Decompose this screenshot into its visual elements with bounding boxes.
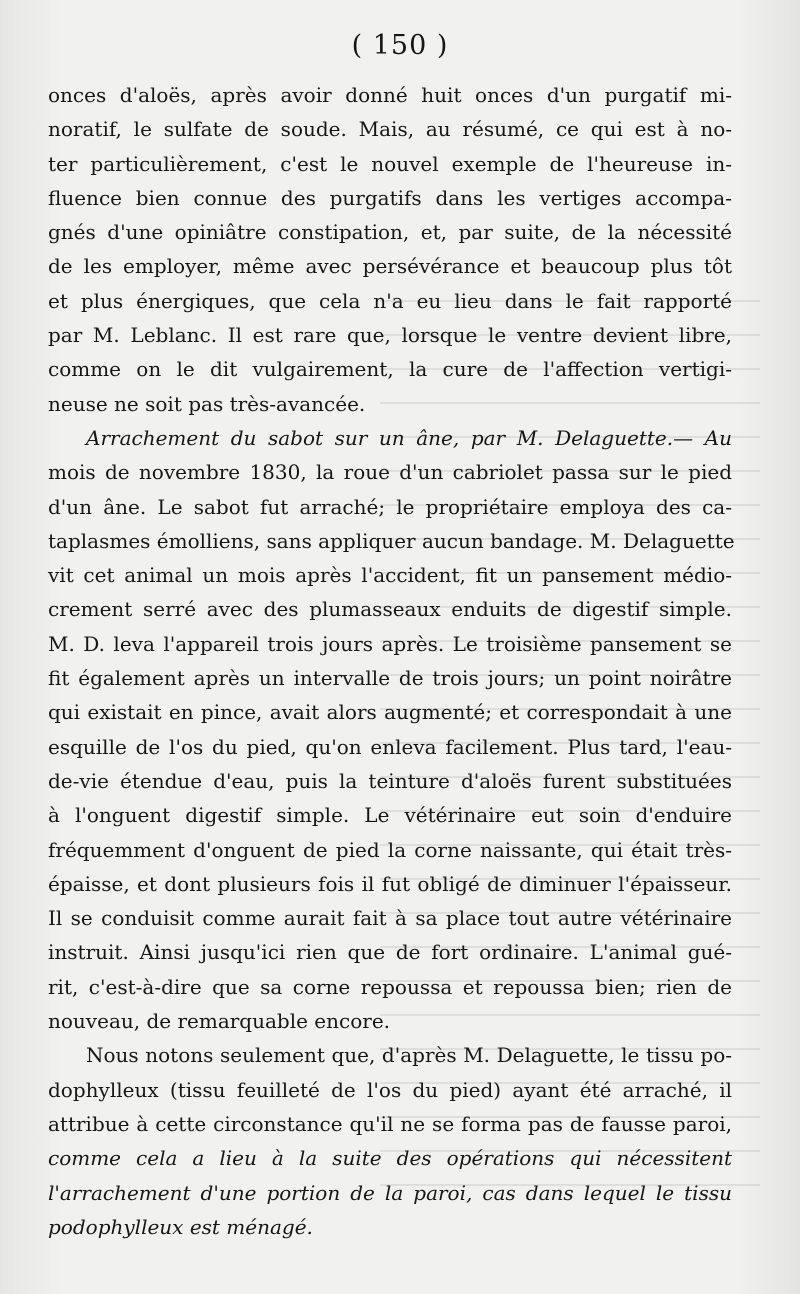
text-line: Il se conduisit comme aurait fait à sa place tout autre vétérinaire bbox=[48, 906, 732, 931]
text-line: Nous notons seulement que, d'après M. Delaguette, le tissu po- bbox=[86, 1043, 732, 1068]
text-line: podophylleux est ménagé. bbox=[48, 1214, 313, 1239]
text-line: taplasmes émolliens, sans appliquer aucun bandage. M. Delaguette bbox=[48, 528, 735, 553]
text-line: noratif, le sulfate de soude. Mais, au résumé, ce qui est à no- bbox=[48, 117, 732, 142]
text-line: à l'onguent digestif simple. Le vétérinaire eut soin d'enduire bbox=[48, 803, 732, 828]
text-line: mois de novembre 1830, la roue d'un cabriolet passa sur le pied bbox=[48, 460, 732, 485]
text-line: l'arrachement d'une portion de la paroi, cas dans lequel le tissu bbox=[48, 1180, 732, 1205]
text-line: gnés d'une opiniâtre constipation, et, par suite, de la nécessité bbox=[48, 220, 732, 245]
text-line: fréquemment d'onguent de pied la corne naissante, qui était très- bbox=[48, 837, 732, 862]
text-line: attribue à cette circonstance qu'il ne se forma pas de fausse paroi, bbox=[48, 1111, 732, 1136]
text-line: neuse ne soit pas très-avancée. bbox=[48, 391, 366, 416]
text-line: rit, c'est-à-dire que sa corne repoussa et repoussa bien; rien de bbox=[48, 974, 732, 999]
text-line: épaisse, et dont plusieurs fois il fut obligé de diminuer l'épaisseur. bbox=[48, 871, 732, 896]
text-line: et plus énergiques, que cela n'a eu lieu dans le fait rapporté bbox=[48, 288, 732, 313]
text-line: qui existait en pince, avait alors augmenté; et correspondait à une bbox=[48, 700, 732, 725]
text-line: de-vie étendue d'eau, puis la teinture d'aloës furent substituées bbox=[48, 768, 732, 793]
text-line: nouveau, de remarquable encore. bbox=[48, 1009, 391, 1034]
text-line: de les employer, même avec persévérance et beaucoup plus tôt bbox=[48, 254, 732, 279]
text-line: fluence bien connue des purgatifs dans les vertiges accompa- bbox=[48, 185, 732, 210]
text-line: onces d'aloës, après avoir donné huit onces d'un purgatif mi- bbox=[48, 83, 732, 107]
text-line: vit cet animal un mois après l'accident, fit un pansement médio- bbox=[48, 563, 732, 588]
body-text bbox=[48, 78, 735, 1244]
text-line: Arrachement du sabot sur un âne, par M. Delaguette.— Au bbox=[86, 425, 732, 450]
text-line: ter particulièrement, c'est le nouvel exemple de l'heureuse in- bbox=[48, 151, 732, 176]
text-line: comme cela a lieu à la suite des opérations qui nécessitent bbox=[48, 1146, 732, 1171]
text-line: dophylleux (tissu feuilleté de l'os du pied) ayant été arraché, il bbox=[48, 1077, 732, 1102]
text-line: fit également après un intervalle de trois jours; un point noirâtre bbox=[48, 666, 732, 691]
text-line: d'un âne. Le sabot fut arraché; le propriétaire employa des ca- bbox=[48, 494, 732, 519]
text-line: esquille de l'os du pied, qu'on enleva facilement. Plus tard, l'eau- bbox=[48, 734, 732, 759]
text-line: instruit. Ainsi jusqu'ici rien que de fort ordinaire. L'animal gué- bbox=[48, 940, 732, 965]
text-line: par M. Leblanc. Il est rare que, lorsque le ventre devient libre, bbox=[48, 323, 732, 348]
text-line: M. D. leva l'appareil trois jours après. Le troisième pansement se bbox=[48, 631, 732, 656]
page-number: ( 150 ) bbox=[351, 30, 449, 61]
text-line: comme on le dit vulgairement, la cure de l'affection vertigi- bbox=[48, 357, 732, 382]
text-line: crement serré avec des plumasseaux enduits de digestif simple. bbox=[48, 597, 732, 622]
